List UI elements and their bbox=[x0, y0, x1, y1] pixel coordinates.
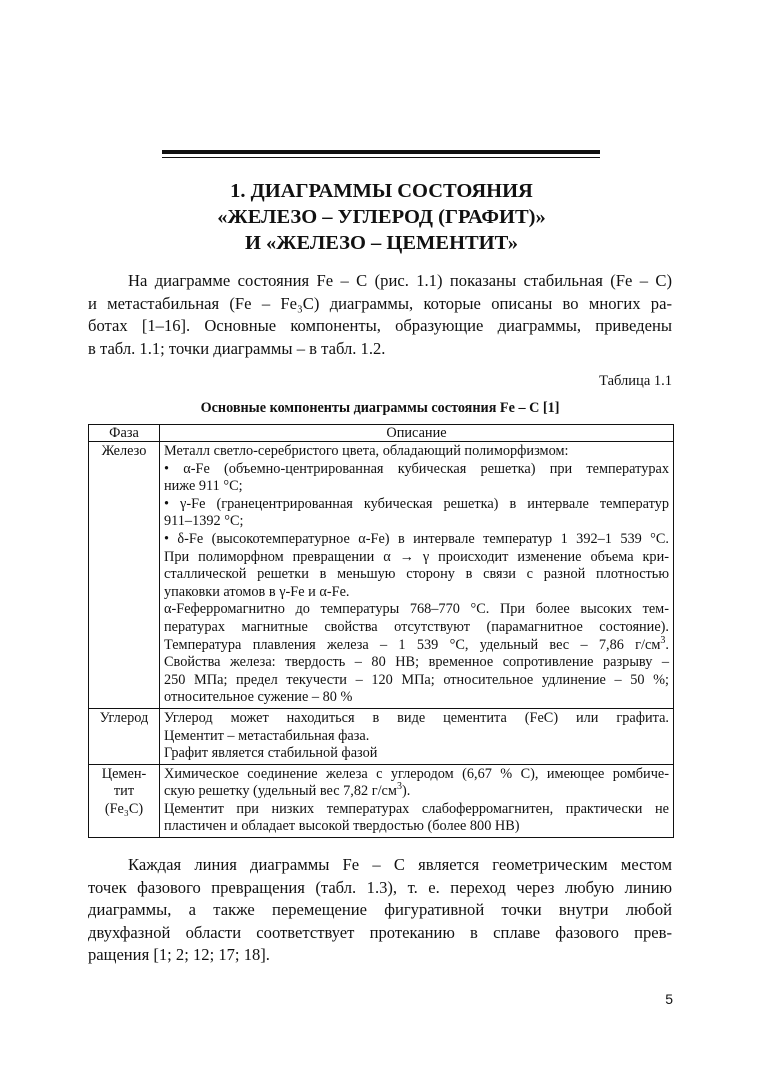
description-line: • δ-Fe (высокотемпературное α-Fe) в интервале температур 1 392–1 539 °C. bbox=[164, 530, 669, 547]
description-line: Свойства железа: твердость – 80 НВ; временное сопротивление разрыву – bbox=[164, 654, 669, 671]
page-number: 5 bbox=[665, 991, 673, 1007]
description-line: Химическое соединение железа с углеродом (6,67 % С), имеющее ромбиче- bbox=[164, 765, 669, 782]
description-line: При полиморфном превращении α → γ происходит изменение объема кри- bbox=[164, 548, 669, 565]
outro-line: точек фазового превращения (табл. 1.3), т. е. переход через любую линию bbox=[88, 877, 672, 897]
description-line: • γ-Fe (гранецентрированная кубическая решетка) в интервале температур bbox=[164, 495, 669, 512]
description-line: относительное сужение – 80 % bbox=[164, 689, 353, 706]
chapter-title-line-3: И «ЖЕЛЕЗО – ЦЕМЕНТИТ» bbox=[244, 232, 519, 254]
description-line: сталлической решетки в меньшую сторону в связи с разной плотностью bbox=[164, 566, 669, 583]
table-row-iron bbox=[89, 442, 674, 709]
description-line bbox=[164, 634, 669, 655]
description-line bbox=[164, 783, 669, 801]
phase-cementite bbox=[89, 764, 160, 837]
intro-paragraph bbox=[88, 270, 672, 360]
chapter-rule-thin bbox=[162, 157, 600, 158]
intro-line: ботах [1–16]. Основные компоненты, образующие диаграммы, приведены bbox=[88, 316, 672, 335]
header-description: Описание bbox=[160, 425, 674, 442]
description-line: Цементит – метастабильная фаза. bbox=[164, 727, 370, 744]
chapter-title-line-1: 1. ДИАГРАММЫ СОСТОЯНИЯ bbox=[230, 180, 533, 202]
phase-iron: Железо bbox=[89, 442, 160, 709]
intro-line: и метастабильная (Fe – Fe₃C) диаграммы, которые описаны во многих ра- bbox=[88, 293, 672, 313]
table-caption: Основные компоненты диаграммы состояния Fe – C [1] bbox=[200, 400, 560, 416]
description-iron bbox=[160, 442, 674, 709]
phase-cementite-line: Цемен- bbox=[101, 765, 147, 782]
outro-line: ращения [1; 2; 12; 17; 18]. bbox=[88, 945, 270, 964]
description-line: 911–1392 °C; bbox=[164, 513, 244, 530]
description-line-text: Температура плавления железа – 1 539 °C, удельный вес – 7,86 г/см bbox=[164, 636, 661, 653]
description-line: Графит является стабильной фазой bbox=[164, 745, 378, 762]
table-row-cementite bbox=[89, 764, 674, 837]
description-line: пластичен и обладает высокой твердостью (более 800 НВ) bbox=[164, 818, 520, 835]
outro-line: Каждая линия диаграммы Fe – C является геометрическим местом bbox=[128, 855, 672, 874]
description-line-text: скую решетку (удельный вес 7,82 г/см bbox=[164, 783, 397, 800]
intro-line: в табл. 1.1; точки диаграммы – в табл. 1.2. bbox=[88, 338, 386, 358]
description-line: Металл светло-серебристого цвета, обладающий полиморфизмом: bbox=[164, 443, 569, 459]
chapter-title-line-2: «ЖЕЛЕЗО – УГЛЕРОД (ГРАФИТ)» bbox=[217, 206, 546, 228]
description-cementite bbox=[160, 764, 674, 837]
header-phase: Фаза bbox=[89, 425, 160, 442]
outro-line: двухфазной области соответствует протеканию в сплаве фазового прев- bbox=[88, 922, 672, 942]
outro-line: диаграммы, а также перемещение фигуративной точки внутри любой bbox=[88, 900, 672, 919]
superscript-three: 3 bbox=[660, 634, 666, 646]
outro-paragraph bbox=[88, 854, 672, 967]
description-line: Углерод может находиться в виде цементита (FeC) или графита. bbox=[164, 709, 669, 726]
description-line: 250 МПа; предел текучести – 120 МПа; относительное удлинение – 50 %; bbox=[164, 671, 669, 688]
description-line: упаковки атомов в γ-Fe и α-Fe. bbox=[164, 583, 350, 600]
description-line: пературах магнитные свойства отсутствуют (парамагнитное состояние). bbox=[164, 618, 669, 635]
description-line: Цементит при низких температурах слабоферромагнитен, практически не bbox=[164, 800, 669, 817]
superscript-three: 3 bbox=[396, 781, 402, 793]
phase-cementite-line: (Fe₃C) bbox=[104, 800, 144, 817]
phase-cementite-line: тит bbox=[113, 783, 135, 800]
table-number: Таблица 1.1 bbox=[599, 373, 672, 389]
chapter-title bbox=[100, 178, 663, 256]
description-line-end: . bbox=[665, 636, 669, 653]
description-line: • α-Fe (объемно-центрированная кубическая решетка) при температурах bbox=[164, 460, 669, 477]
table-row-carbon bbox=[89, 708, 674, 764]
description-line: α-Feферромагнитно до температуры 768–770 °C. При более высоких тем- bbox=[164, 601, 669, 618]
description-carbon bbox=[160, 708, 674, 764]
description-line: ниже 911 °C; bbox=[164, 478, 243, 495]
description-line-end: ). bbox=[401, 783, 411, 800]
phase-carbon: Углерод bbox=[89, 708, 160, 764]
table-header-row bbox=[89, 425, 674, 442]
intro-line: На диаграмме состояния Fe – C (рис. 1.1) показаны стабильная (Fe – C) bbox=[128, 271, 672, 290]
chapter-rule-thick bbox=[162, 150, 600, 154]
components-table bbox=[88, 424, 674, 838]
